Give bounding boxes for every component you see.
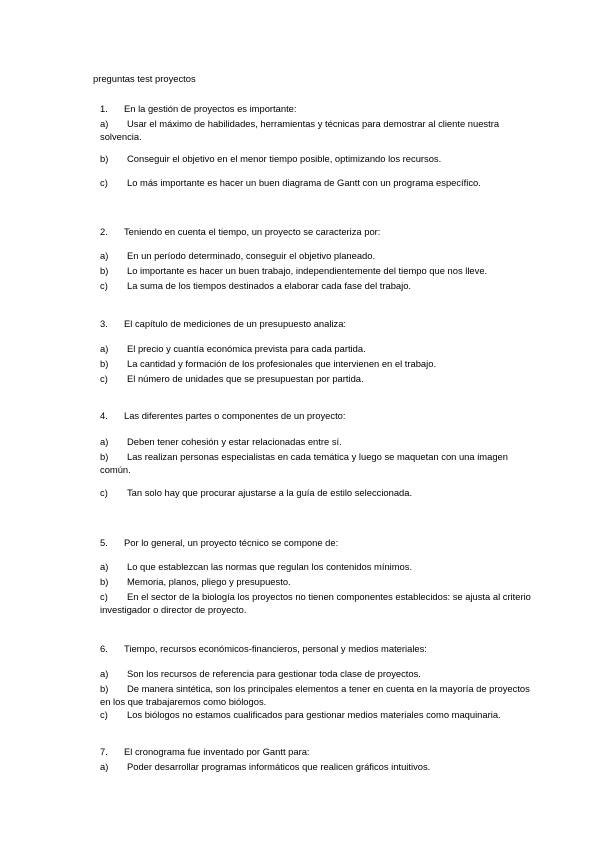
option-letter: c) [100, 373, 108, 384]
question-number: 7. [100, 746, 108, 757]
option-text: En el sector de la biología los proyectos no tienen componentes establecidos: se ajusta al criterio [127, 591, 531, 602]
option-letter: a) [100, 561, 109, 572]
option-letter: b) [100, 451, 109, 462]
option-text: Lo más importante es hacer un buen diagrama de Gantt con un programa específico. [127, 177, 481, 188]
question-text: El cronograma fue inventado por Gantt para: [124, 746, 310, 757]
option-text: En un período determinado, conseguir el objetivo planeado. [127, 250, 376, 261]
option-text-continued: común. [100, 464, 131, 475]
option-text: Conseguir el objetivo en el menor tiempo posible, optimizando los recursos. [127, 153, 442, 164]
question-text: Las diferentes partes o componentes de un proyecto: [124, 410, 346, 421]
option-letter: a) [100, 118, 109, 129]
option-text-continued: en los que trabajaremos como biólogos. [100, 696, 267, 707]
option-letter: a) [100, 668, 109, 679]
option-letter: c) [100, 177, 108, 188]
option-text-continued: solvencia. [100, 131, 142, 142]
option-text: Son los recursos de referencia para gestionar toda clase de proyectos. [127, 668, 421, 679]
option-letter: c) [100, 487, 108, 498]
option-letter: b) [100, 576, 109, 587]
option-letter: a) [100, 761, 109, 772]
question-number: 1. [100, 103, 108, 114]
option-letter: b) [100, 358, 109, 369]
question-number: 3. [100, 318, 108, 329]
question-number: 2. [100, 226, 108, 237]
option-letter: c) [100, 280, 108, 291]
option-text: Las realizan personas especialistas en cada temática y luego se maquetan con una imagen [127, 451, 508, 462]
option-letter: b) [100, 683, 109, 694]
question-text: En la gestión de proyectos es importante: [124, 103, 297, 114]
option-text: Tan solo hay que procurar ajustarse a la guía de estilo seleccionada. [127, 487, 413, 498]
option-text: El precio y cuantía económica prevista para cada partida. [127, 343, 366, 354]
option-letter: b) [100, 265, 109, 276]
option-text-continued: investigador o director de proyecto. [100, 604, 247, 615]
option-letter: a) [100, 250, 109, 261]
option-text: Poder desarrollar programas informáticos que realicen gráficos intuitivos. [127, 761, 431, 772]
document-title: preguntas test proyectos [93, 73, 196, 84]
question-number: 6. [100, 643, 108, 654]
option-letter: a) [100, 436, 109, 447]
option-text: La suma de los tiempos destinados a elaborar cada fase del trabajo. [127, 280, 412, 291]
option-text: La cantidad y formación de los profesionales que intervienen en el trabajo. [127, 358, 437, 369]
option-text: Usar el máximo de habilidades, herramientas y técnicas para demostrar al cliente nuestra [127, 118, 500, 129]
question-text: Tiempo, recursos económicos-financieros, personal y medios materiales: [124, 643, 427, 654]
option-text: Los biólogos no estamos cualificados para gestionar medios materiales como maquinaria. [127, 709, 501, 720]
question-number: 5. [100, 537, 108, 548]
option-text: De manera sintética, son los principales elementos a tener en cuenta en la mayoría de proyectos [127, 683, 530, 694]
option-text: Deben tener cohesión y estar relacionadas entre sí. [127, 436, 342, 447]
option-letter: a) [100, 343, 109, 354]
question-text: Teniendo en cuenta el tiempo, un proyecto se caracteriza por: [124, 226, 381, 237]
option-letter: c) [100, 591, 108, 602]
question-text: Por lo general, un proyecto técnico se compone de: [124, 537, 339, 548]
option-text: Lo que establezcan las normas que regulan los contenidos mínimos. [127, 561, 413, 572]
option-text: Lo importante es hacer un buen trabajo, independientemente del tiempo que nos lleve. [127, 265, 488, 276]
option-text: El número de unidades que se presupuestan por partida. [127, 373, 364, 384]
option-letter: b) [100, 153, 109, 164]
question-number: 4. [100, 410, 108, 421]
option-text: Memoria, planos, pliego y presupuesto. [127, 576, 291, 587]
question-text: El capítulo de mediciones de un presupuesto analiza: [124, 318, 347, 329]
option-letter: c) [100, 709, 108, 720]
